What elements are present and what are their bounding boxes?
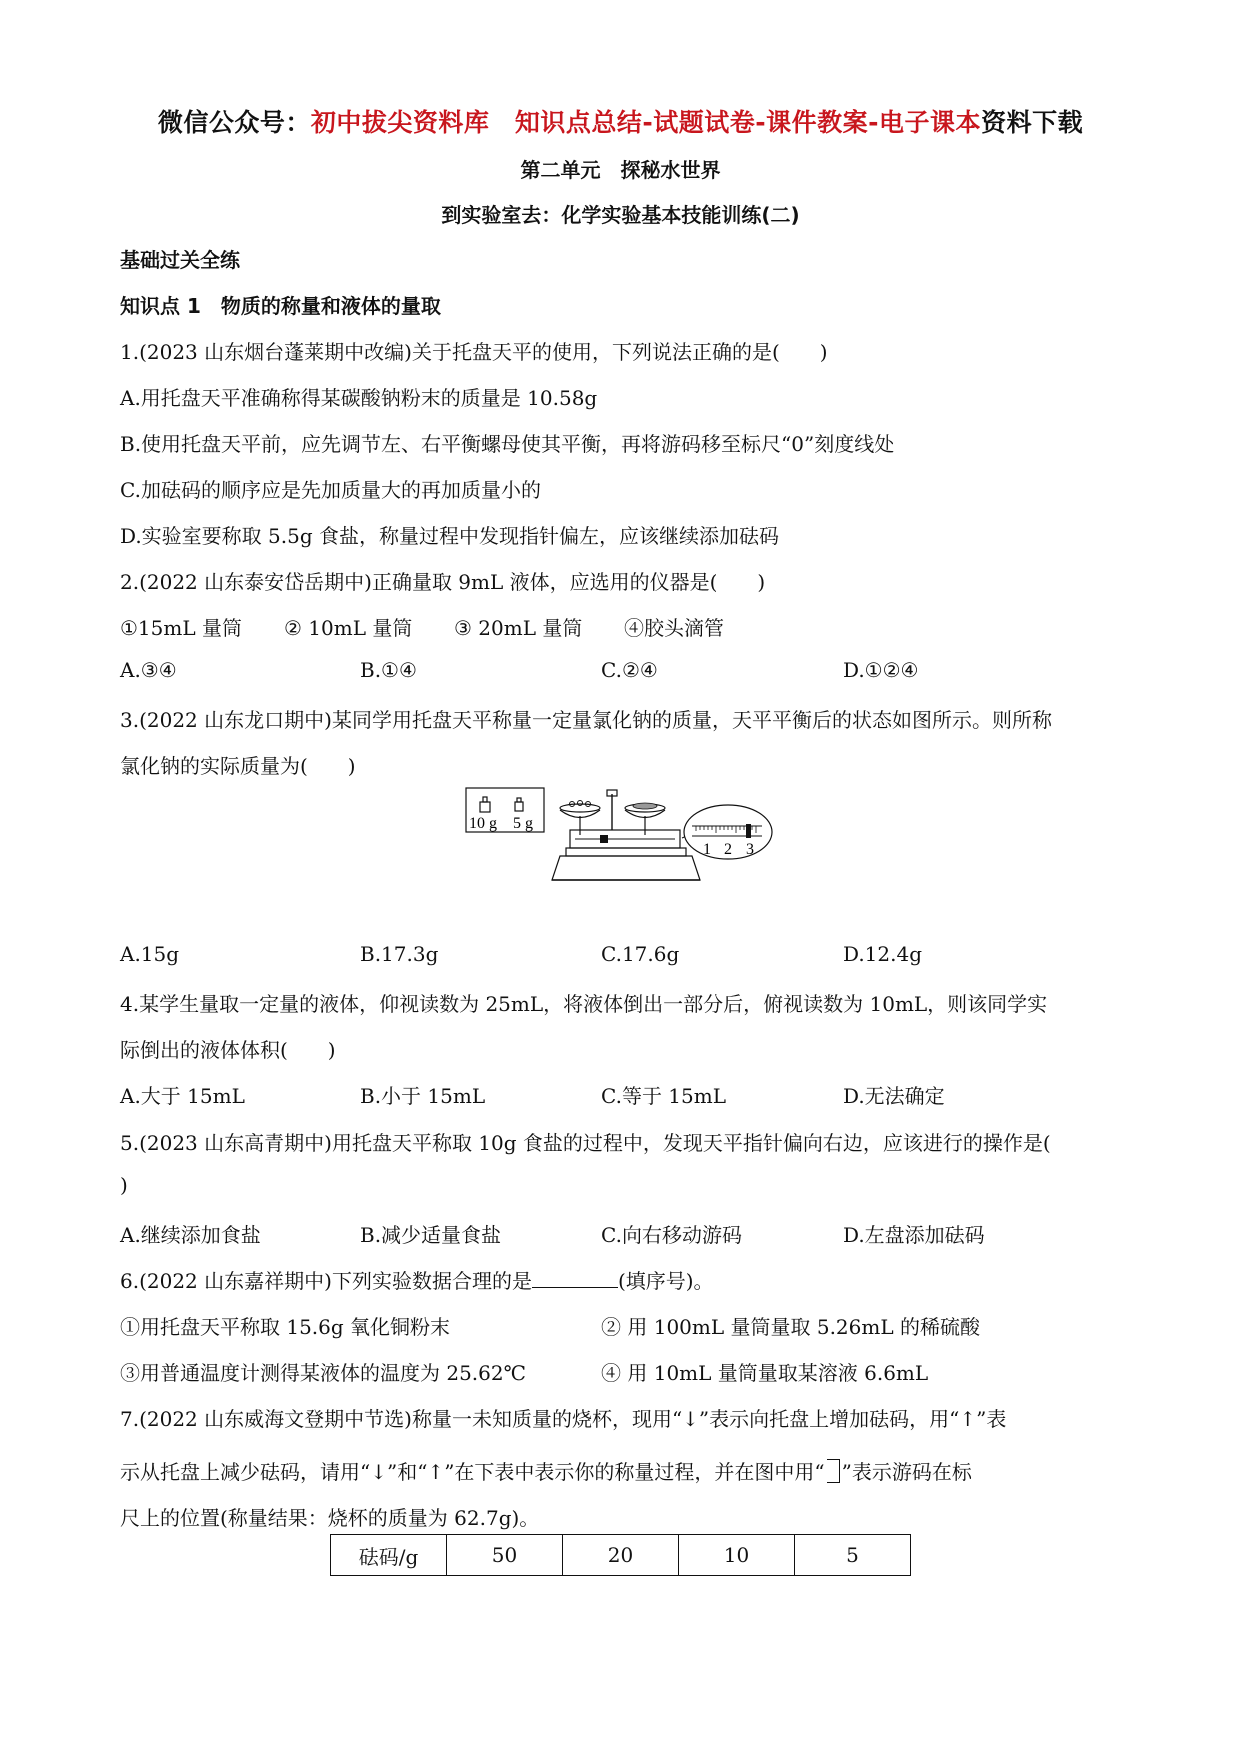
sample-on-pan — [633, 803, 657, 809]
q6-item-3: ③用普通温度计测得某液体的温度为 25.62℃ — [120, 1361, 526, 1385]
q3-option-b: B.17.3g — [360, 942, 439, 966]
q1-option-b: B.使用托盘天平前，应先调节左、右平衡螺母使其平衡，再将游码移至标尺“0”刻度线处 — [120, 432, 895, 456]
banner-prefix: 微信公众号： — [157, 108, 311, 137]
table-cell-20[interactable]: 20 — [563, 1535, 679, 1576]
table-cell-10[interactable]: 10 — [679, 1535, 795, 1576]
rider-icon — [600, 835, 608, 843]
q7-line1: 7.(2022 山东威海文登期中节选)称量一未知质量的烧杯，现用“↓”表示向托盘上增加砝码，用“↑”表 — [120, 1407, 1007, 1431]
q6-stem-text: 6.(2022 山东嘉祥期中)下列实验数据合理的是 — [120, 1269, 532, 1293]
q2-option-d: D.①②④ — [843, 658, 919, 682]
q1-option-a: A.用托盘天平准确称得某碳酸钠粉末的质量是 10.58g — [120, 386, 598, 410]
lesson-title: 到实验室去：化学实验基本技能训练(二) — [441, 203, 800, 227]
q6-item-4: ④ 用 10mL 量筒量取某溶液 6.6mL — [601, 1361, 929, 1385]
q5-option-b: B.减少适量食盐 — [360, 1223, 502, 1247]
q5-stem-line2: ) — [120, 1173, 128, 1197]
q2-option-c: C.②④ — [601, 658, 658, 682]
q4-stem-line1: 4.某学生量取一定量的液体，仰视读数为 25mL，将液体倒出一部分后，俯视读数为 10mL，则该同学实 — [120, 992, 1048, 1016]
balance-base — [552, 856, 700, 880]
q3-stem-line1: 3.(2022 山东龙口期中)某同学用托盘天平称量一定量氯化钠的质量，天平平衡后的状态如图所示。则所称 — [120, 708, 1052, 732]
scale-label-3: 3 — [746, 841, 754, 858]
q3-option-a: A.15g — [120, 942, 180, 966]
unit-title: 第二单元 探秘水世界 — [520, 158, 721, 182]
q4-stem-line2: 际倒出的液体体积( ) — [120, 1038, 336, 1062]
q4-option-d: D.无法确定 — [843, 1084, 945, 1108]
weight-5g-label: 5 g — [513, 815, 533, 832]
q3-stem-line2: 氯化钠的实际质量为( ) — [120, 754, 356, 778]
q7-line3: 尺上的位置(称量结果：烧杯的质量为 62.7g)。 — [120, 1506, 540, 1530]
q2-stem: 2.(2022 山东泰安岱岳期中)正确量取 9mL 液体，应选用的仪器是( ) — [120, 570, 766, 594]
scale-label-2: 2 — [724, 841, 732, 858]
q1-option-d: D.实验室要称取 5.5g 食盐，称量过程中发现指针偏左，应该继续添加砝码 — [120, 524, 780, 548]
weight-10g-icon — [480, 802, 490, 812]
q6-answer-blank[interactable] — [532, 1269, 618, 1288]
q3-option-d: D.12.4g — [843, 942, 923, 966]
q7-line2 — [120, 1456, 972, 1485]
q2-item-3: ③ 20mL 量筒 — [454, 616, 583, 640]
q5-stem-line1: 5.(2023 山东高青期中)用托盘天平称取 10g 食盐的过程中，发现天平指针偏向右边，应该进行的操作是( — [120, 1131, 1051, 1155]
table-cell-50[interactable]: 50 — [447, 1535, 563, 1576]
q7-line2-text: 示从托盘上减少砝码，请用“↓”和“↑”在下表中表示你的称量过程，并在图中用“ — [120, 1460, 825, 1484]
weight-5g-icon — [515, 802, 523, 811]
q5-option-c: C.向右移动游码 — [601, 1223, 742, 1247]
q6-item-2: ② 用 100mL 量筒量取 5.26mL 的稀硫酸 — [601, 1315, 980, 1339]
weight-10g-label: 10 g — [469, 815, 497, 832]
balance-svg — [460, 780, 780, 905]
q2-option-b: B.①④ — [360, 658, 417, 682]
table-row — [331, 1535, 911, 1576]
knowledge-point-heading: 知识点 1 物质的称量和液体的量取 — [120, 294, 441, 318]
rider-bracket-icon — [827, 1459, 840, 1483]
table-cell-5[interactable]: 5 — [795, 1535, 911, 1576]
q6-stem-tail: (填序号)。 — [617, 1269, 714, 1293]
section-heading: 基础过关全练 — [120, 248, 240, 272]
q4-option-b: B.小于 15mL — [360, 1084, 486, 1108]
q2-item-1: ①15mL 量筒 — [120, 616, 242, 640]
q4-option-a: A.大于 15mL — [120, 1084, 245, 1108]
banner-red-text: 初中拔尖资料库 知识点总结-试题试卷-课件教案-电子课本 — [310, 108, 982, 137]
banner-suffix: 资料下载 — [981, 108, 1084, 137]
balance-figure — [460, 780, 780, 905]
scale-label-1: 1 — [703, 841, 711, 858]
q5-option-a: A.继续添加食盐 — [120, 1223, 261, 1247]
q2-item-4: ④胶头滴管 — [624, 616, 724, 640]
q2-item-2: ② 10mL 量筒 — [284, 616, 413, 640]
scale-rider-icon — [746, 824, 751, 838]
q6-stem — [120, 1265, 714, 1294]
q6-item-1: ①用托盘天平称取 15.6g 氧化铜粉末 — [120, 1315, 451, 1339]
q2-option-a: A.③④ — [120, 658, 177, 682]
q3-option-c: C.17.6g — [601, 942, 680, 966]
q1-option-c: C.加砝码的顺序应是先加质量大的再加质量小的 — [120, 478, 541, 502]
table-header-cell: 砝码/g — [331, 1535, 447, 1576]
banner — [0, 103, 1241, 139]
weights-table — [330, 1534, 911, 1576]
q1-stem: 1.(2023 山东烟台蓬莱期中改编)关于托盘天平的使用，下列说法正确的是( ) — [120, 340, 828, 364]
q4-option-c: C.等于 15mL — [601, 1084, 726, 1108]
q7-line2-tail: ”表示游码在标 — [841, 1460, 972, 1484]
q5-option-d: D.左盘添加砝码 — [843, 1223, 985, 1247]
